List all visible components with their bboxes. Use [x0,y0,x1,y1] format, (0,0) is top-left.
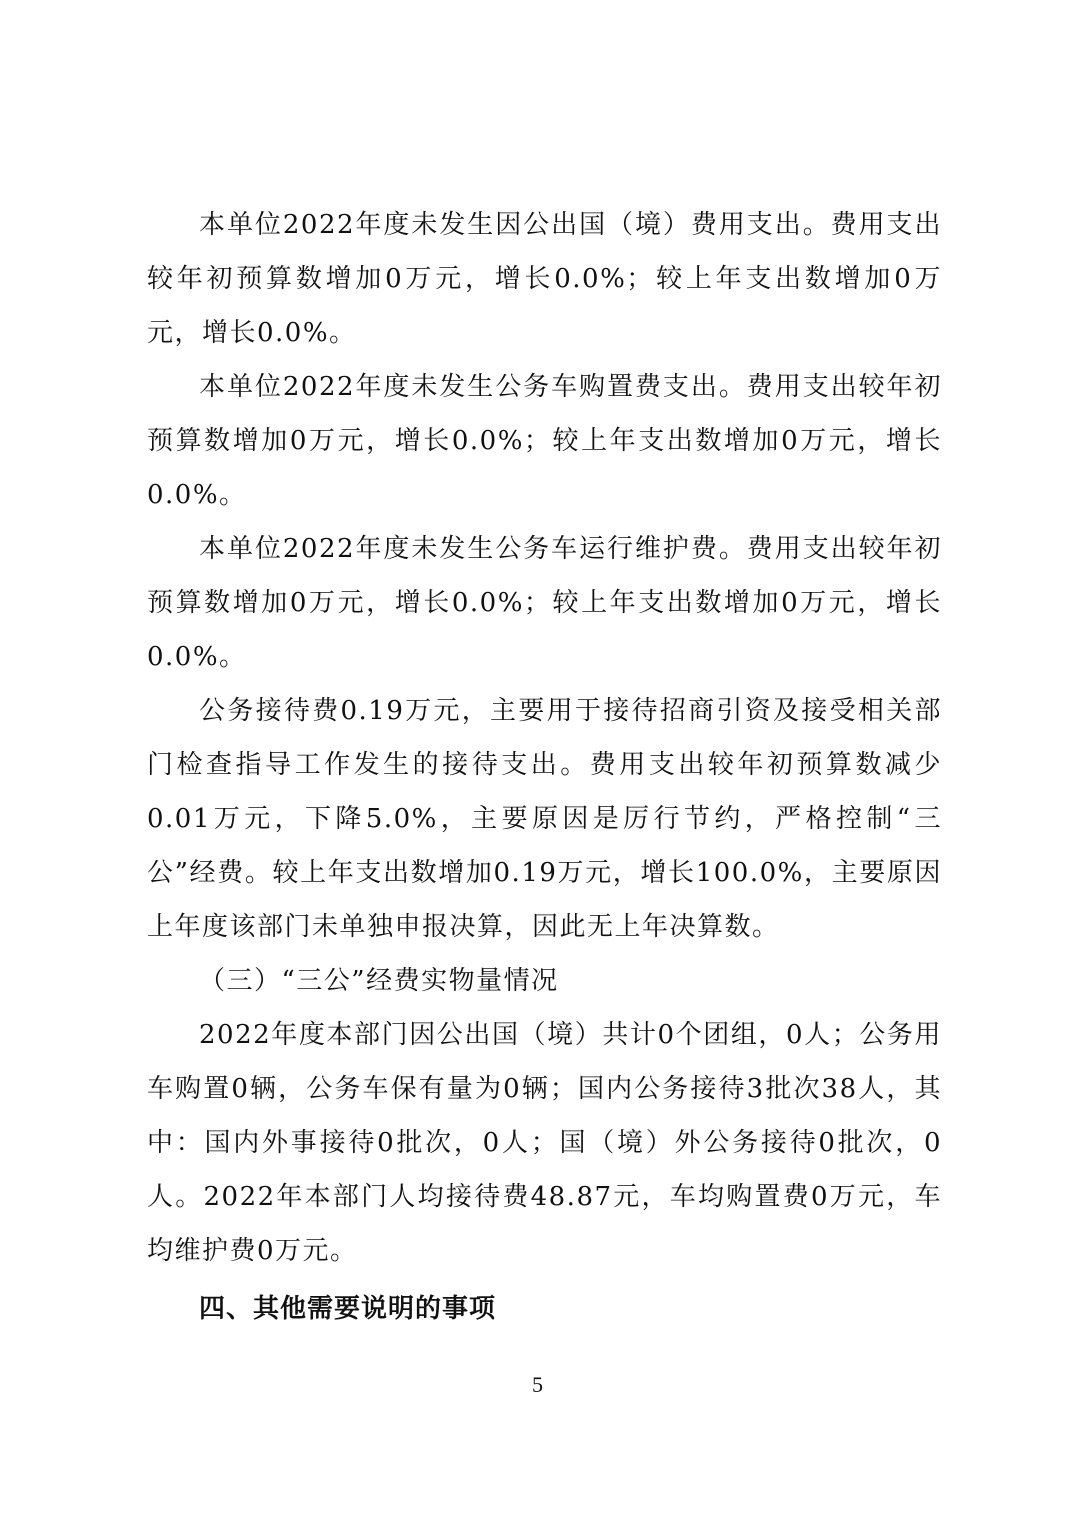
section-heading: 四、其他需要说明的事项 [199,1294,497,1324]
page-number: 5 [532,1372,543,1397]
subsection-heading: （三）“三公”经费实物量情况 [199,966,559,996]
paragraph-vehicle-maintenance: 本单位2022年度未发生公务车运行维护费。费用支出较年初预算数增加0万元，增长0.0%；较上年支出数增加0万元，增长0.0%。 [147,534,942,672]
paragraph-physical-quantity: 2022年度本部门因公出国（境）共计0个团组，0人；公务用车购置0辆，公务车保有量为0辆；国内公务接待3批次38人，其中：国内外事接待0批次，0人；国（境）外公务接待0批次，0人。2022年本部门人均接待费48.87元，车均购置费0万元，车均维护费0万元。 [147,1020,942,1266]
paragraph-vehicle-purchase: 本单位2022年度未发生公务车购置费支出。费用支出较年初预算数增加0万元，增长0.0%；较上年支出数增加0万元，增长0.0%。 [147,372,942,510]
paragraph-overseas-travel: 本单位2022年度未发生因公出国（境）费用支出。费用支出较年初预算数增加0万元，增长0.0%；较上年支出数增加0万元，增长0.0%。 [147,210,942,348]
paragraph-reception-expense: 公务接待费0.19万元，主要用于接待招商引资及接受相关部门检查指导工作发生的接待支出。费用支出较年初预算数减少0.01万元，下降5.0%，主要原因是厉行节约，严格控制“三公”经费。较上年支出数增加0.19万元，增长100.0%，主要原因上年度该部门未单独申报决算，因此无上年决算数。 [147,696,942,942]
document-body [147,198,942,1336]
